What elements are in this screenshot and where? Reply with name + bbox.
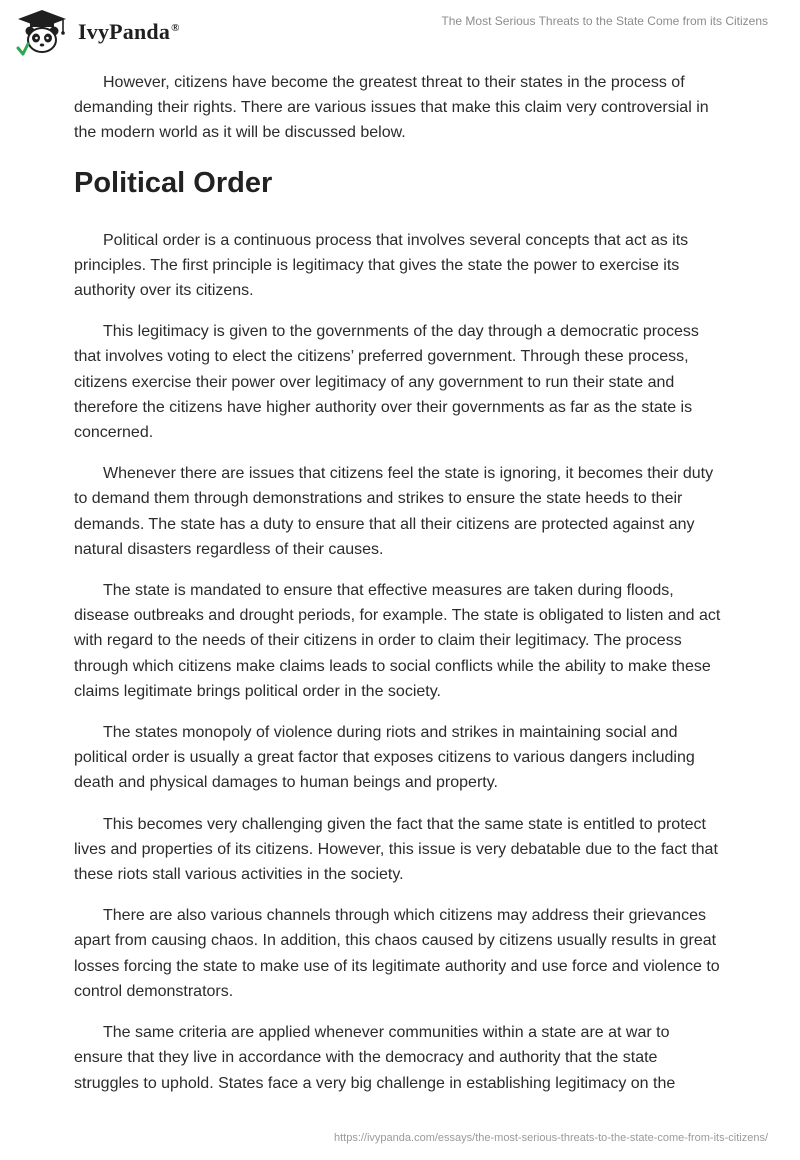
intro-paragraph: However, citizens have become the greatest threat to their states in the process of demanding their rights. There are various issues that make this claim very controversial in the modern world as it will be discussed below. — [74, 74, 709, 142]
paragraph: The same criteria are applied whenever communities within a state are at war to ensure that they live in accordance with the democracy and authority that the state struggles to uphold. States face a very big challenge in establishing legitimacy on the — [74, 1024, 676, 1092]
paragraph: The state is mandated to ensure that effective measures are taken during floods, disease outbreaks and drought periods, for example. The state is obligated to listen and act with regard to the needs of their citizens in order to claim their legitimacy. The process through which citizens make claims leads to social conflicts while the ability to make these claims legitimate brings political order in the society. — [74, 582, 721, 700]
logo-wordmark — [78, 19, 180, 45]
source-url[interactable]: https://ivypanda.com/essays/the-most-serious-threats-to-the-state-come-from-its-citizens/ — [333, 1132, 768, 1144]
registered-mark: ® — [171, 21, 180, 34]
essay-title-header: The Most Serious Threats to the State Come from its Citizens — [441, 14, 768, 28]
article-body — [74, 70, 722, 1112]
paragraph: Whenever there are issues that citizens feel the state is ignoring, it becomes their duty to demand them through demonstrations and strikes to ensure the state heeds to their demands. The state has a duty to ensure that all their citizens are protected against any natural disasters regardless of their causes. — [74, 465, 714, 558]
paragraph: This legitimacy is given to the governments of the day through a democratic process that involves voting to elect the citizens’ preferred government. Through these process, citizens exercise their power over legitimacy of any government to run their state and therefore the citizens have higher authority over their governments as far as the state is concerned. — [74, 323, 699, 442]
ivypanda-logo[interactable] — [14, 8, 180, 56]
paragraph: There are also various channels through which citizens may address their grievances apart from causing chaos. In addition, this chaos caused by citizens usually results in great losses forcing the state to make use of its legitimate authority and use force and violence to control demonstrators. — [74, 907, 720, 1000]
panda-graduation-cap-icon — [14, 8, 70, 56]
section-heading: Political Order — [74, 166, 273, 199]
paragraph: Political order is a continuous process that involves several concepts that act as its principles. The first principle is legitimacy that gives the state the power to exercise its authority over its citizens. — [74, 231, 689, 300]
logo-text: IvyPanda — [78, 19, 171, 44]
page-header — [0, 0, 800, 64]
paragraph: This becomes very challenging given the fact that the same state is entitled to protect lives and properties of its citizens. However, this issue is very debatable due to the fact that these riots stall various activities in the society. — [74, 815, 718, 884]
paragraph: The states monopoly of violence during riots and strikes in maintaining social and political order is usually a great factor that exposes citizens to various dangers including death and physical damages to human beings and property. — [74, 724, 695, 792]
